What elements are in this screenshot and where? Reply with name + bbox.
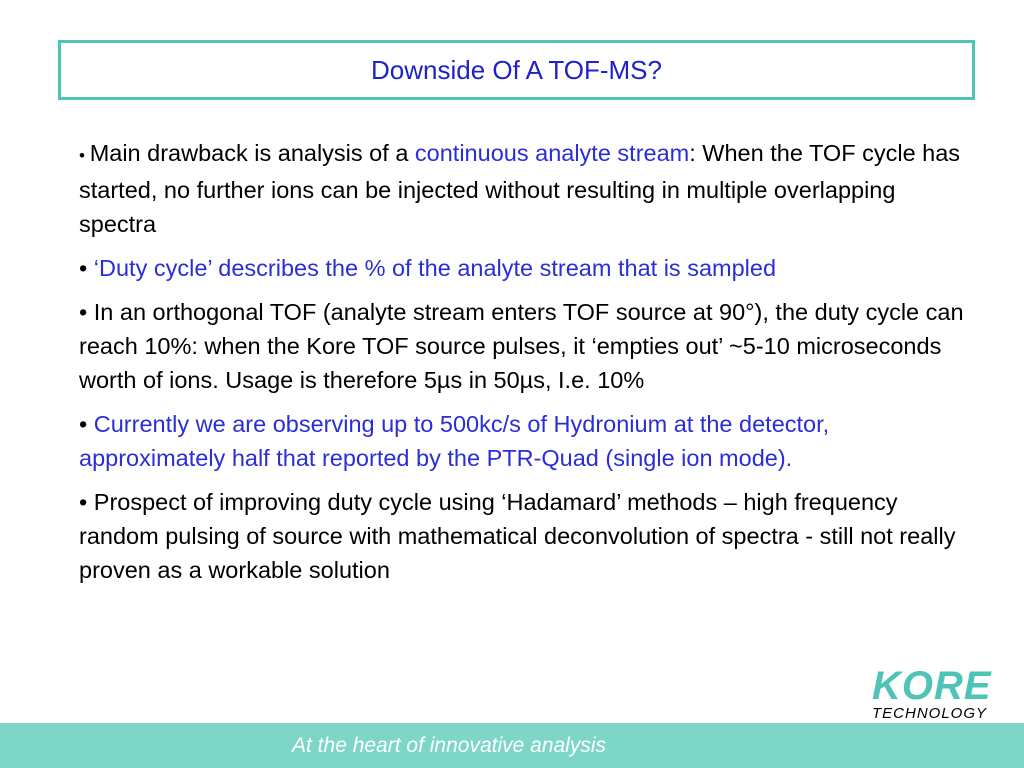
bullet-marker: •: [79, 411, 94, 437]
bullet-highlight: Duty cycle’ describes the % of the analyte stream that is sampled: [99, 255, 777, 281]
bullet-text: : When the TOF cycle has started, no further ions can be injected without resulting in multiple overlapping spectra: [79, 140, 961, 237]
kore-technology-logo: [868, 664, 1008, 724]
bullet-marker: •: [79, 299, 94, 325]
logo-subtitle: TECHNOLOGY: [872, 705, 988, 722]
bullet-marker: •: [79, 489, 94, 515]
bullet-1: [79, 136, 969, 241]
title-frame: [58, 40, 975, 100]
bullet-3: [79, 295, 969, 397]
bullet-highlight: Currently we are observing up to 500kc/s of Hydronium at the detector, approximately half that reported by the PTR-Quad (single ion mode).: [79, 411, 830, 471]
footer-tagline: At the heart of innovative analysis: [292, 734, 607, 757]
bullet-text: In an orthogonal TOF (analyte stream enters TOF source at 90°), the duty cycle can reach 10%: when the Kore TOF source pulses, it ‘empties out’ ~5-10 microseconds worth of ions. Usage is therefore 5µs in 50µs, I.e. 10%: [79, 299, 964, 393]
bullet-4: [79, 407, 969, 475]
bullet-2: [79, 251, 969, 285]
bullet-marker: •: [79, 255, 94, 281]
bullet-text: Prospect of improving duty cycle using ‘Hadamard’ methods – high frequency random pulsing of source with mathematical deconvolution of spectra - still not really proven as a workable solution: [79, 489, 956, 583]
bullet-marker: •: [79, 146, 90, 165]
bullet-quote-mark: ‘: [93, 255, 99, 281]
bullet-highlight: continuous analyte stream: [414, 140, 690, 166]
logo-wordmark: KORE: [872, 664, 992, 708]
bullet-text: Main drawback is analysis of a: [89, 140, 415, 166]
footer-bar: [0, 723, 1024, 768]
bullet-list: [79, 136, 969, 597]
page-title: Downside Of A TOF-MS?: [371, 54, 662, 85]
bullet-5: [79, 485, 969, 587]
